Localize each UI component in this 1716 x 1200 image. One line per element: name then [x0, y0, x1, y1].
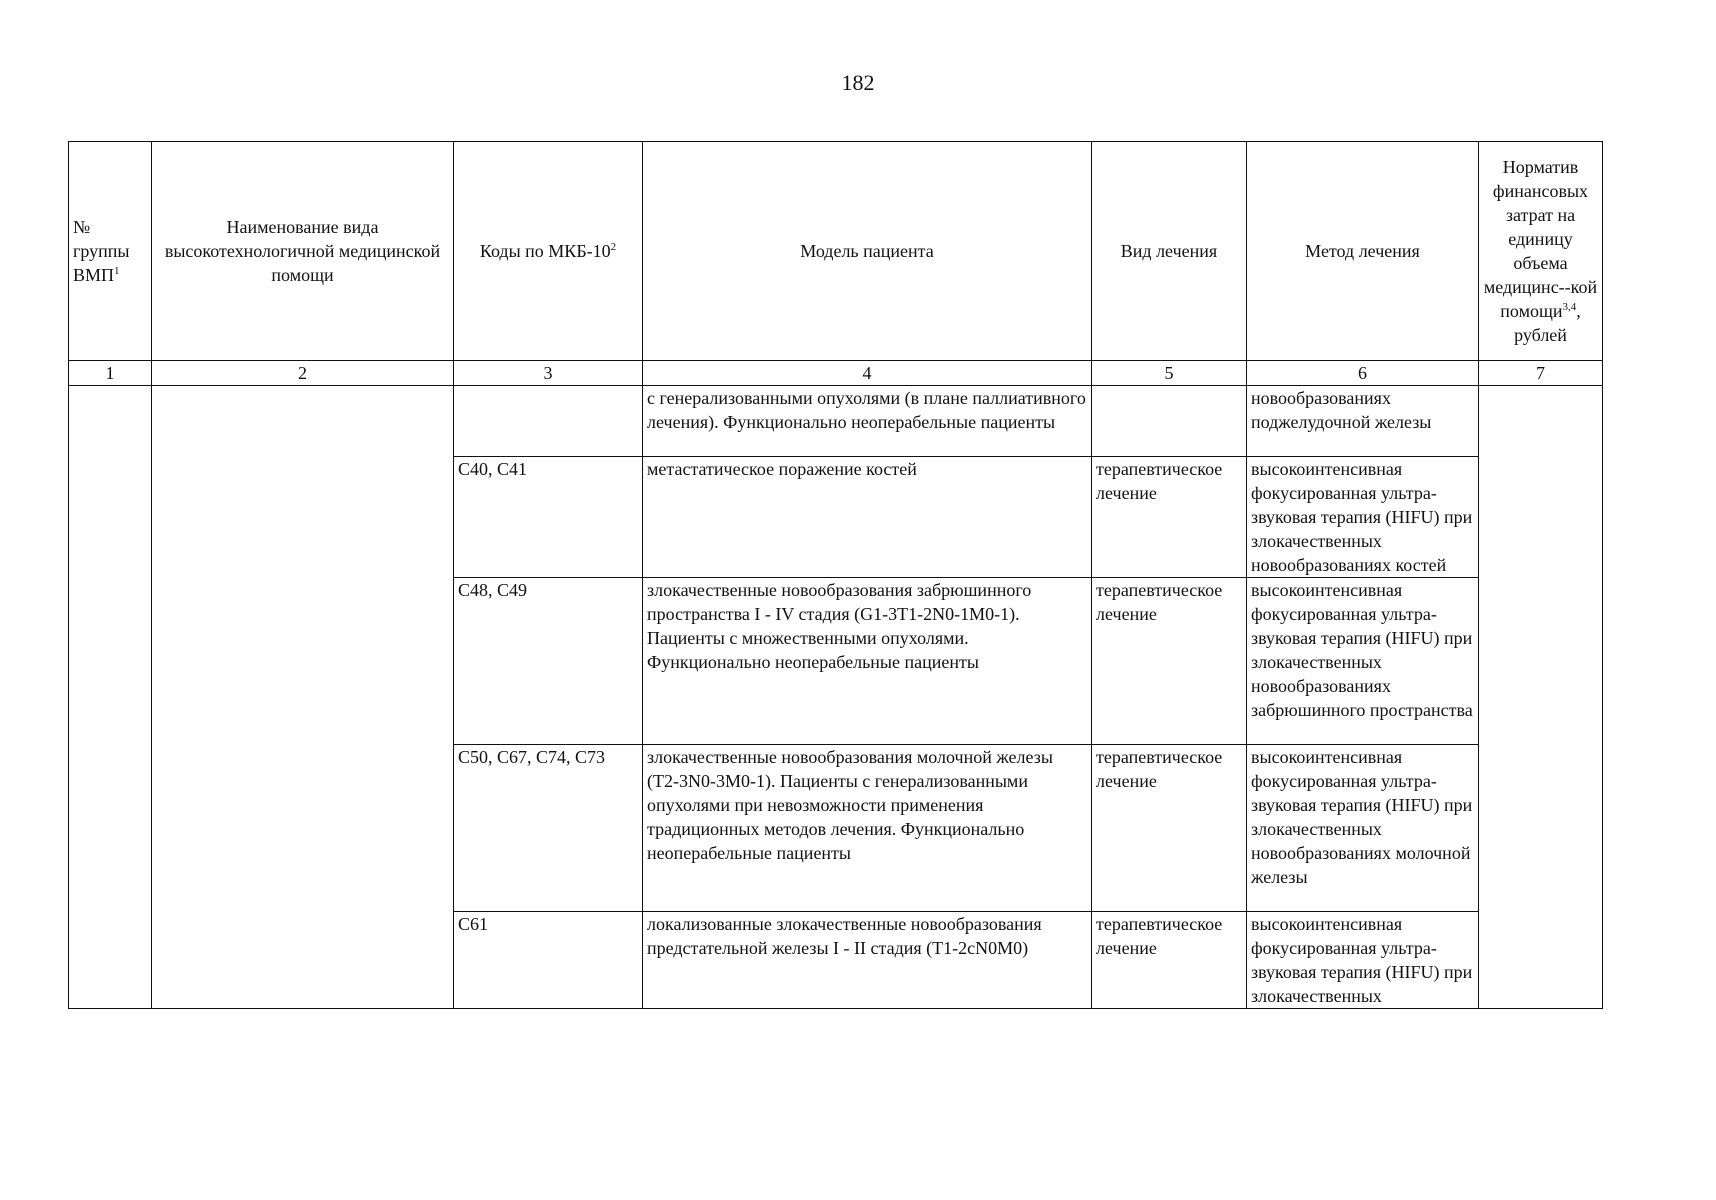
care-type-cell [152, 386, 454, 1009]
page-number: 182 [841, 70, 875, 95]
header-group-number: № группы ВМП$^1$ [69, 142, 152, 361]
column-number: 1 [69, 361, 152, 386]
patient-model-cell: локализованные злокачественные новообразования предстательной железы I - II стадия (T1-2cN0M0) [643, 912, 1092, 1009]
column-number: 5 [1092, 361, 1247, 386]
treatment-method-cell: высокоинтенсивная фокусированная ультра-звуковая терапия (HIFU) при злокачественных [1247, 912, 1479, 1009]
treatment-method-cell: высокоинтенсивная фокусированная ультра-звуковая терапия (HIFU) при злокачественных новообразованиях молочной железы [1247, 745, 1479, 912]
treatment-type-cell: терапевтическое лечение [1092, 457, 1247, 578]
header-row [69, 142, 1603, 361]
treatment-method-cell: высокоинтенсивная фокусированная ультра-звуковая терапия (HIFU) при злокачественных новообразованиях костей [1247, 457, 1479, 578]
header-treatment-method: Метод лечения [1247, 142, 1479, 361]
icd-codes-cell: C61 [454, 912, 643, 1009]
column-number: 2 [152, 361, 454, 386]
vmp-table [68, 141, 1603, 1009]
treatment-type-cell [1092, 386, 1247, 457]
group-number-cell [69, 386, 152, 1009]
column-number: 4 [643, 361, 1092, 386]
patient-model-cell: злокачественные новообразования забрюшинного пространства I - IV стадия (G1-3T1-2N0-1M0-1). Пациенты с множественными опухолями. Функционально неоперабельные пациенты [643, 578, 1092, 745]
treatment-type-cell: терапевтическое лечение [1092, 745, 1247, 912]
table-row [69, 386, 1603, 457]
header-patient-model: Модель пациента [643, 142, 1092, 361]
patient-model-cell: злокачественные новообразования молочной железы (T2-3N0-3M0-1). Пациенты с генерализованными опухолями при невозможности применения традиционных методов лечения. Функционально неоперабельные пациенты [643, 745, 1092, 912]
column-number-row [69, 361, 1603, 386]
patient-model-cell: с генерализованными опухолями (в плане паллиативного лечения). Функционально неоперабельные пациенты [643, 386, 1092, 457]
column-number: 6 [1247, 361, 1479, 386]
treatment-method-cell: новообразованиях поджелудочной железы [1247, 386, 1479, 457]
column-number: 3 [454, 361, 643, 386]
icd-codes-cell: C40, C41 [454, 457, 643, 578]
icd-codes-cell: C48, C49 [454, 578, 643, 745]
cost-norm-cell [1479, 386, 1603, 1009]
icd-codes-cell: C50, C67, C74, C73 [454, 745, 643, 912]
header-icd-codes: Коды по МКБ-$10^2$ [454, 142, 643, 361]
treatment-type-cell: терапевтическое лечение [1092, 578, 1247, 745]
header-treatment-type: Вид лечения [1092, 142, 1247, 361]
patient-model-cell: метастатическое поражение костей [643, 457, 1092, 578]
header-cost-norm: Норматив финансовых затрат на единицу объема медицинс--кой помощи$^{3,4}$, рублей [1479, 142, 1603, 361]
header-care-type: Наименование вида высокотехнологичной медицинской помощи [152, 142, 454, 361]
column-number: 7 [1479, 361, 1603, 386]
treatment-method-cell: высокоинтенсивная фокусированная ультра-звуковая терапия (HIFU) при злокачественных новообразованиях забрюшинного пространства [1247, 578, 1479, 745]
treatment-type-cell: терапевтическое лечение [1092, 912, 1247, 1009]
icd-codes-cell [454, 386, 643, 457]
